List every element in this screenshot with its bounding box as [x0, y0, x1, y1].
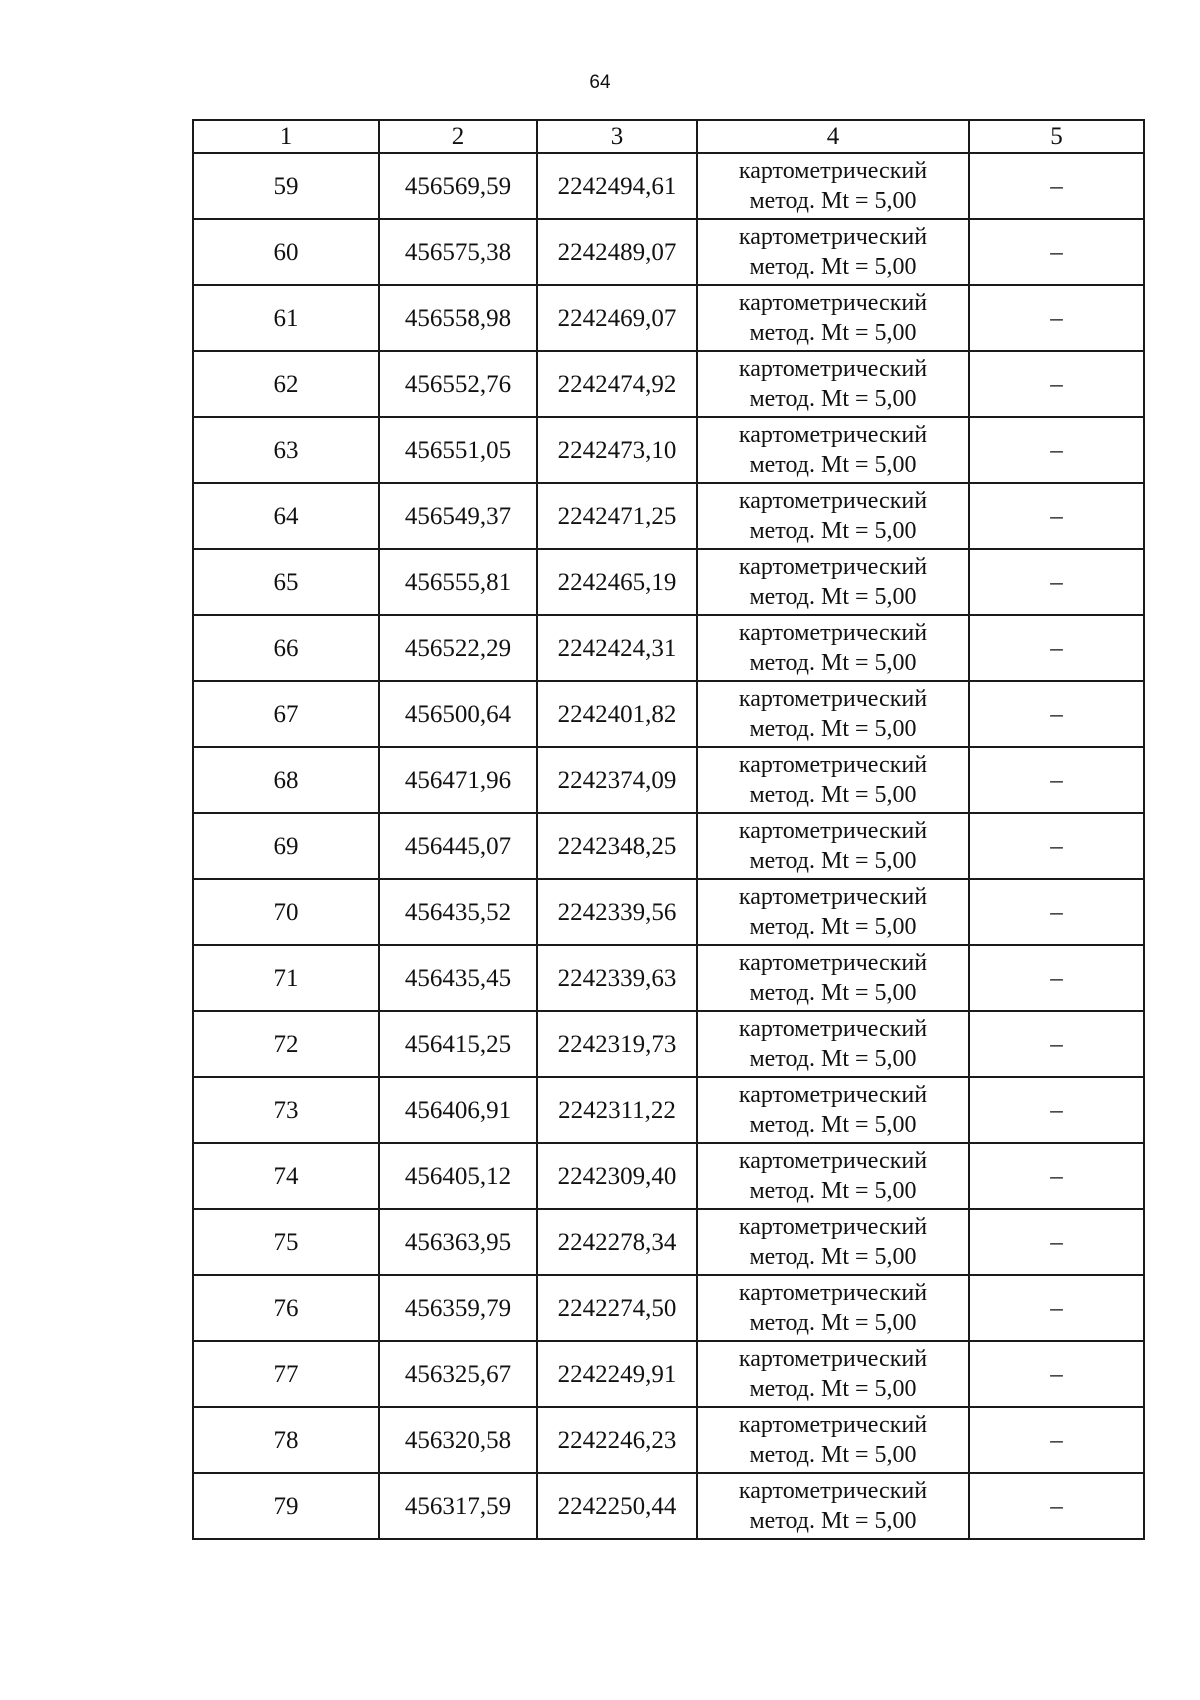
x-coordinate-cell: 456549,37 [379, 483, 537, 549]
method-cell [697, 1473, 969, 1539]
table-row [193, 615, 1144, 681]
table-row [193, 285, 1144, 351]
x-coordinate-cell: 456320,58 [379, 1407, 537, 1473]
method-line-1: картометрический [738, 224, 928, 250]
method-cell [697, 351, 969, 417]
table-row [193, 417, 1144, 483]
method-line-2: метод. Mt = 5,00 [749, 980, 917, 1006]
x-coordinate-cell: 456552,76 [379, 351, 537, 417]
y-coordinate-cell: 2242489,07 [537, 219, 697, 285]
y-coordinate-cell: 2242246,23 [537, 1407, 697, 1473]
method-cell [697, 681, 969, 747]
method-line-2: метод. Mt = 5,00 [749, 188, 917, 214]
note-cell: – [969, 483, 1144, 549]
y-coordinate-cell: 2242469,07 [537, 285, 697, 351]
note-cell: – [969, 879, 1144, 945]
point-number-cell: 62 [193, 351, 379, 417]
method-line-1: картометрический [738, 620, 928, 646]
point-number-cell: 63 [193, 417, 379, 483]
note-cell: – [969, 1209, 1144, 1275]
table-header [193, 120, 1144, 153]
point-number-cell: 79 [193, 1473, 379, 1539]
x-coordinate-cell: 456575,38 [379, 219, 537, 285]
note-cell: – [969, 1407, 1144, 1473]
point-number-cell: 69 [193, 813, 379, 879]
method-line-2: метод. Mt = 5,00 [749, 452, 917, 478]
point-number-cell: 72 [193, 1011, 379, 1077]
table-row [193, 1407, 1144, 1473]
method-line-2: метод. Mt = 5,00 [749, 782, 917, 808]
method-cell [697, 549, 969, 615]
x-coordinate-cell: 456405,12 [379, 1143, 537, 1209]
method-line-1: картометрический [738, 1478, 928, 1504]
method-cell [697, 417, 969, 483]
method-line-2: метод. Mt = 5,00 [749, 320, 917, 346]
x-coordinate-cell: 456435,52 [379, 879, 537, 945]
method-cell [697, 879, 969, 945]
x-coordinate-cell: 456551,05 [379, 417, 537, 483]
column-header-5: 5 [969, 120, 1144, 153]
x-coordinate-cell: 456471,96 [379, 747, 537, 813]
note-cell: – [969, 681, 1144, 747]
method-line-2: метод. Mt = 5,00 [749, 1244, 917, 1270]
method-cell [697, 1275, 969, 1341]
method-cell [697, 615, 969, 681]
method-line-1: картометрический [738, 1280, 928, 1306]
y-coordinate-cell: 2242274,50 [537, 1275, 697, 1341]
method-cell [697, 1011, 969, 1077]
method-line-2: метод. Mt = 5,00 [749, 1046, 917, 1072]
note-cell: – [969, 549, 1144, 615]
note-cell: – [969, 417, 1144, 483]
table-row [193, 153, 1144, 219]
method-line-1: картометрический [738, 752, 928, 778]
method-cell [697, 1143, 969, 1209]
point-number-cell: 67 [193, 681, 379, 747]
point-number-cell: 66 [193, 615, 379, 681]
method-line-1: картометрический [738, 158, 928, 184]
method-line-1: картометрический [738, 950, 928, 976]
method-line-2: метод. Mt = 5,00 [749, 254, 917, 280]
note-cell: – [969, 153, 1144, 219]
point-number-cell: 64 [193, 483, 379, 549]
method-cell [697, 1407, 969, 1473]
note-cell: – [969, 747, 1144, 813]
point-number-cell: 70 [193, 879, 379, 945]
point-number-cell: 65 [193, 549, 379, 615]
table-row [193, 483, 1144, 549]
x-coordinate-cell: 456363,95 [379, 1209, 537, 1275]
note-cell: – [969, 1077, 1144, 1143]
note-cell: – [969, 1143, 1144, 1209]
point-number-cell: 71 [193, 945, 379, 1011]
table-row [193, 219, 1144, 285]
column-header-3: 3 [537, 120, 697, 153]
y-coordinate-cell: 2242473,10 [537, 417, 697, 483]
method-line-1: картометрический [738, 1412, 928, 1438]
method-line-1: картометрический [738, 290, 928, 316]
method-cell [697, 1209, 969, 1275]
method-line-1: картометрический [738, 884, 928, 910]
x-coordinate-cell: 456435,45 [379, 945, 537, 1011]
method-line-1: картометрический [738, 1016, 928, 1042]
x-coordinate-cell: 456359,79 [379, 1275, 537, 1341]
y-coordinate-cell: 2242348,25 [537, 813, 697, 879]
note-cell: – [969, 219, 1144, 285]
point-number-cell: 59 [193, 153, 379, 219]
method-line-2: метод. Mt = 5,00 [749, 848, 917, 874]
method-line-2: метод. Mt = 5,00 [749, 1376, 917, 1402]
note-cell: – [969, 813, 1144, 879]
method-line-1: картометрический [738, 818, 928, 844]
x-coordinate-cell: 456558,98 [379, 285, 537, 351]
table-row [193, 747, 1144, 813]
table-row [193, 681, 1144, 747]
note-cell: – [969, 615, 1144, 681]
method-line-1: картометрический [738, 488, 928, 514]
note-cell: – [969, 1275, 1144, 1341]
method-line-2: метод. Mt = 5,00 [749, 1178, 917, 1204]
method-line-1: картометрический [738, 356, 928, 382]
x-coordinate-cell: 456406,91 [379, 1077, 537, 1143]
note-cell: – [969, 1473, 1144, 1539]
point-number-cell: 74 [193, 1143, 379, 1209]
note-cell: – [969, 351, 1144, 417]
note-cell: – [969, 285, 1144, 351]
method-line-2: метод. Mt = 5,00 [749, 1442, 917, 1468]
method-line-2: метод. Mt = 5,00 [749, 1112, 917, 1138]
table-body [193, 153, 1144, 1539]
y-coordinate-cell: 2242311,22 [537, 1077, 697, 1143]
point-number-cell: 68 [193, 747, 379, 813]
method-line-1: картометрический [738, 422, 928, 448]
method-cell [697, 747, 969, 813]
method-line-1: картометрический [738, 1214, 928, 1240]
table-row [193, 879, 1144, 945]
table-row [193, 1143, 1144, 1209]
method-line-1: картометрический [738, 554, 928, 580]
page-number: 64 [589, 72, 611, 93]
method-line-1: картометрический [738, 1082, 928, 1108]
table-row [193, 1011, 1144, 1077]
table-row [193, 945, 1144, 1011]
method-line-1: картометрический [738, 686, 928, 712]
method-line-2: метод. Mt = 5,00 [749, 518, 917, 544]
x-coordinate-cell: 456569,59 [379, 153, 537, 219]
method-line-2: метод. Mt = 5,00 [749, 914, 917, 940]
method-cell [697, 219, 969, 285]
point-number-cell: 76 [193, 1275, 379, 1341]
point-number-cell: 73 [193, 1077, 379, 1143]
method-cell [697, 813, 969, 879]
method-line-2: метод. Mt = 5,00 [749, 584, 917, 610]
y-coordinate-cell: 2242249,91 [537, 1341, 697, 1407]
y-coordinate-cell: 2242309,40 [537, 1143, 697, 1209]
y-coordinate-cell: 2242339,63 [537, 945, 697, 1011]
note-cell: – [969, 945, 1144, 1011]
x-coordinate-cell: 456415,25 [379, 1011, 537, 1077]
table-row [193, 813, 1144, 879]
point-number-cell: 60 [193, 219, 379, 285]
note-cell: – [969, 1341, 1144, 1407]
y-coordinate-cell: 2242424,31 [537, 615, 697, 681]
y-coordinate-cell: 2242339,56 [537, 879, 697, 945]
table-row [193, 1209, 1144, 1275]
method-line-1: картометрический [738, 1346, 928, 1372]
point-number-cell: 78 [193, 1407, 379, 1473]
y-coordinate-cell: 2242374,09 [537, 747, 697, 813]
method-cell [697, 285, 969, 351]
y-coordinate-cell: 2242471,25 [537, 483, 697, 549]
method-line-2: метод. Mt = 5,00 [749, 386, 917, 412]
method-cell [697, 153, 969, 219]
y-coordinate-cell: 2242494,61 [537, 153, 697, 219]
column-header-2: 2 [379, 120, 537, 153]
method-line-2: метод. Mt = 5,00 [749, 716, 917, 742]
y-coordinate-cell: 2242278,34 [537, 1209, 697, 1275]
point-number-cell: 75 [193, 1209, 379, 1275]
method-cell [697, 1341, 969, 1407]
table-row [193, 351, 1144, 417]
point-number-cell: 77 [193, 1341, 379, 1407]
column-header-4: 4 [697, 120, 969, 153]
method-line-2: метод. Mt = 5,00 [749, 1310, 917, 1336]
header-row [193, 120, 1144, 153]
x-coordinate-cell: 456325,67 [379, 1341, 537, 1407]
x-coordinate-cell: 456555,81 [379, 549, 537, 615]
table-row [193, 1341, 1144, 1407]
method-line-2: метод. Mt = 5,00 [749, 650, 917, 676]
y-coordinate-cell: 2242319,73 [537, 1011, 697, 1077]
method-cell [697, 483, 969, 549]
x-coordinate-cell: 456522,29 [379, 615, 537, 681]
coordinates-table [192, 119, 1145, 1540]
y-coordinate-cell: 2242474,92 [537, 351, 697, 417]
table-row [193, 1077, 1144, 1143]
x-coordinate-cell: 456317,59 [379, 1473, 537, 1539]
y-coordinate-cell: 2242465,19 [537, 549, 697, 615]
method-cell [697, 1077, 969, 1143]
point-number-cell: 61 [193, 285, 379, 351]
method-line-2: метод. Mt = 5,00 [749, 1508, 917, 1534]
method-line-1: картометрический [738, 1148, 928, 1174]
table-row [193, 549, 1144, 615]
table-row [193, 1275, 1144, 1341]
method-cell [697, 945, 969, 1011]
table-row [193, 1473, 1144, 1539]
x-coordinate-cell: 456445,07 [379, 813, 537, 879]
y-coordinate-cell: 2242401,82 [537, 681, 697, 747]
y-coordinate-cell: 2242250,44 [537, 1473, 697, 1539]
column-header-1: 1 [193, 120, 379, 153]
note-cell: – [969, 1011, 1144, 1077]
x-coordinate-cell: 456500,64 [379, 681, 537, 747]
